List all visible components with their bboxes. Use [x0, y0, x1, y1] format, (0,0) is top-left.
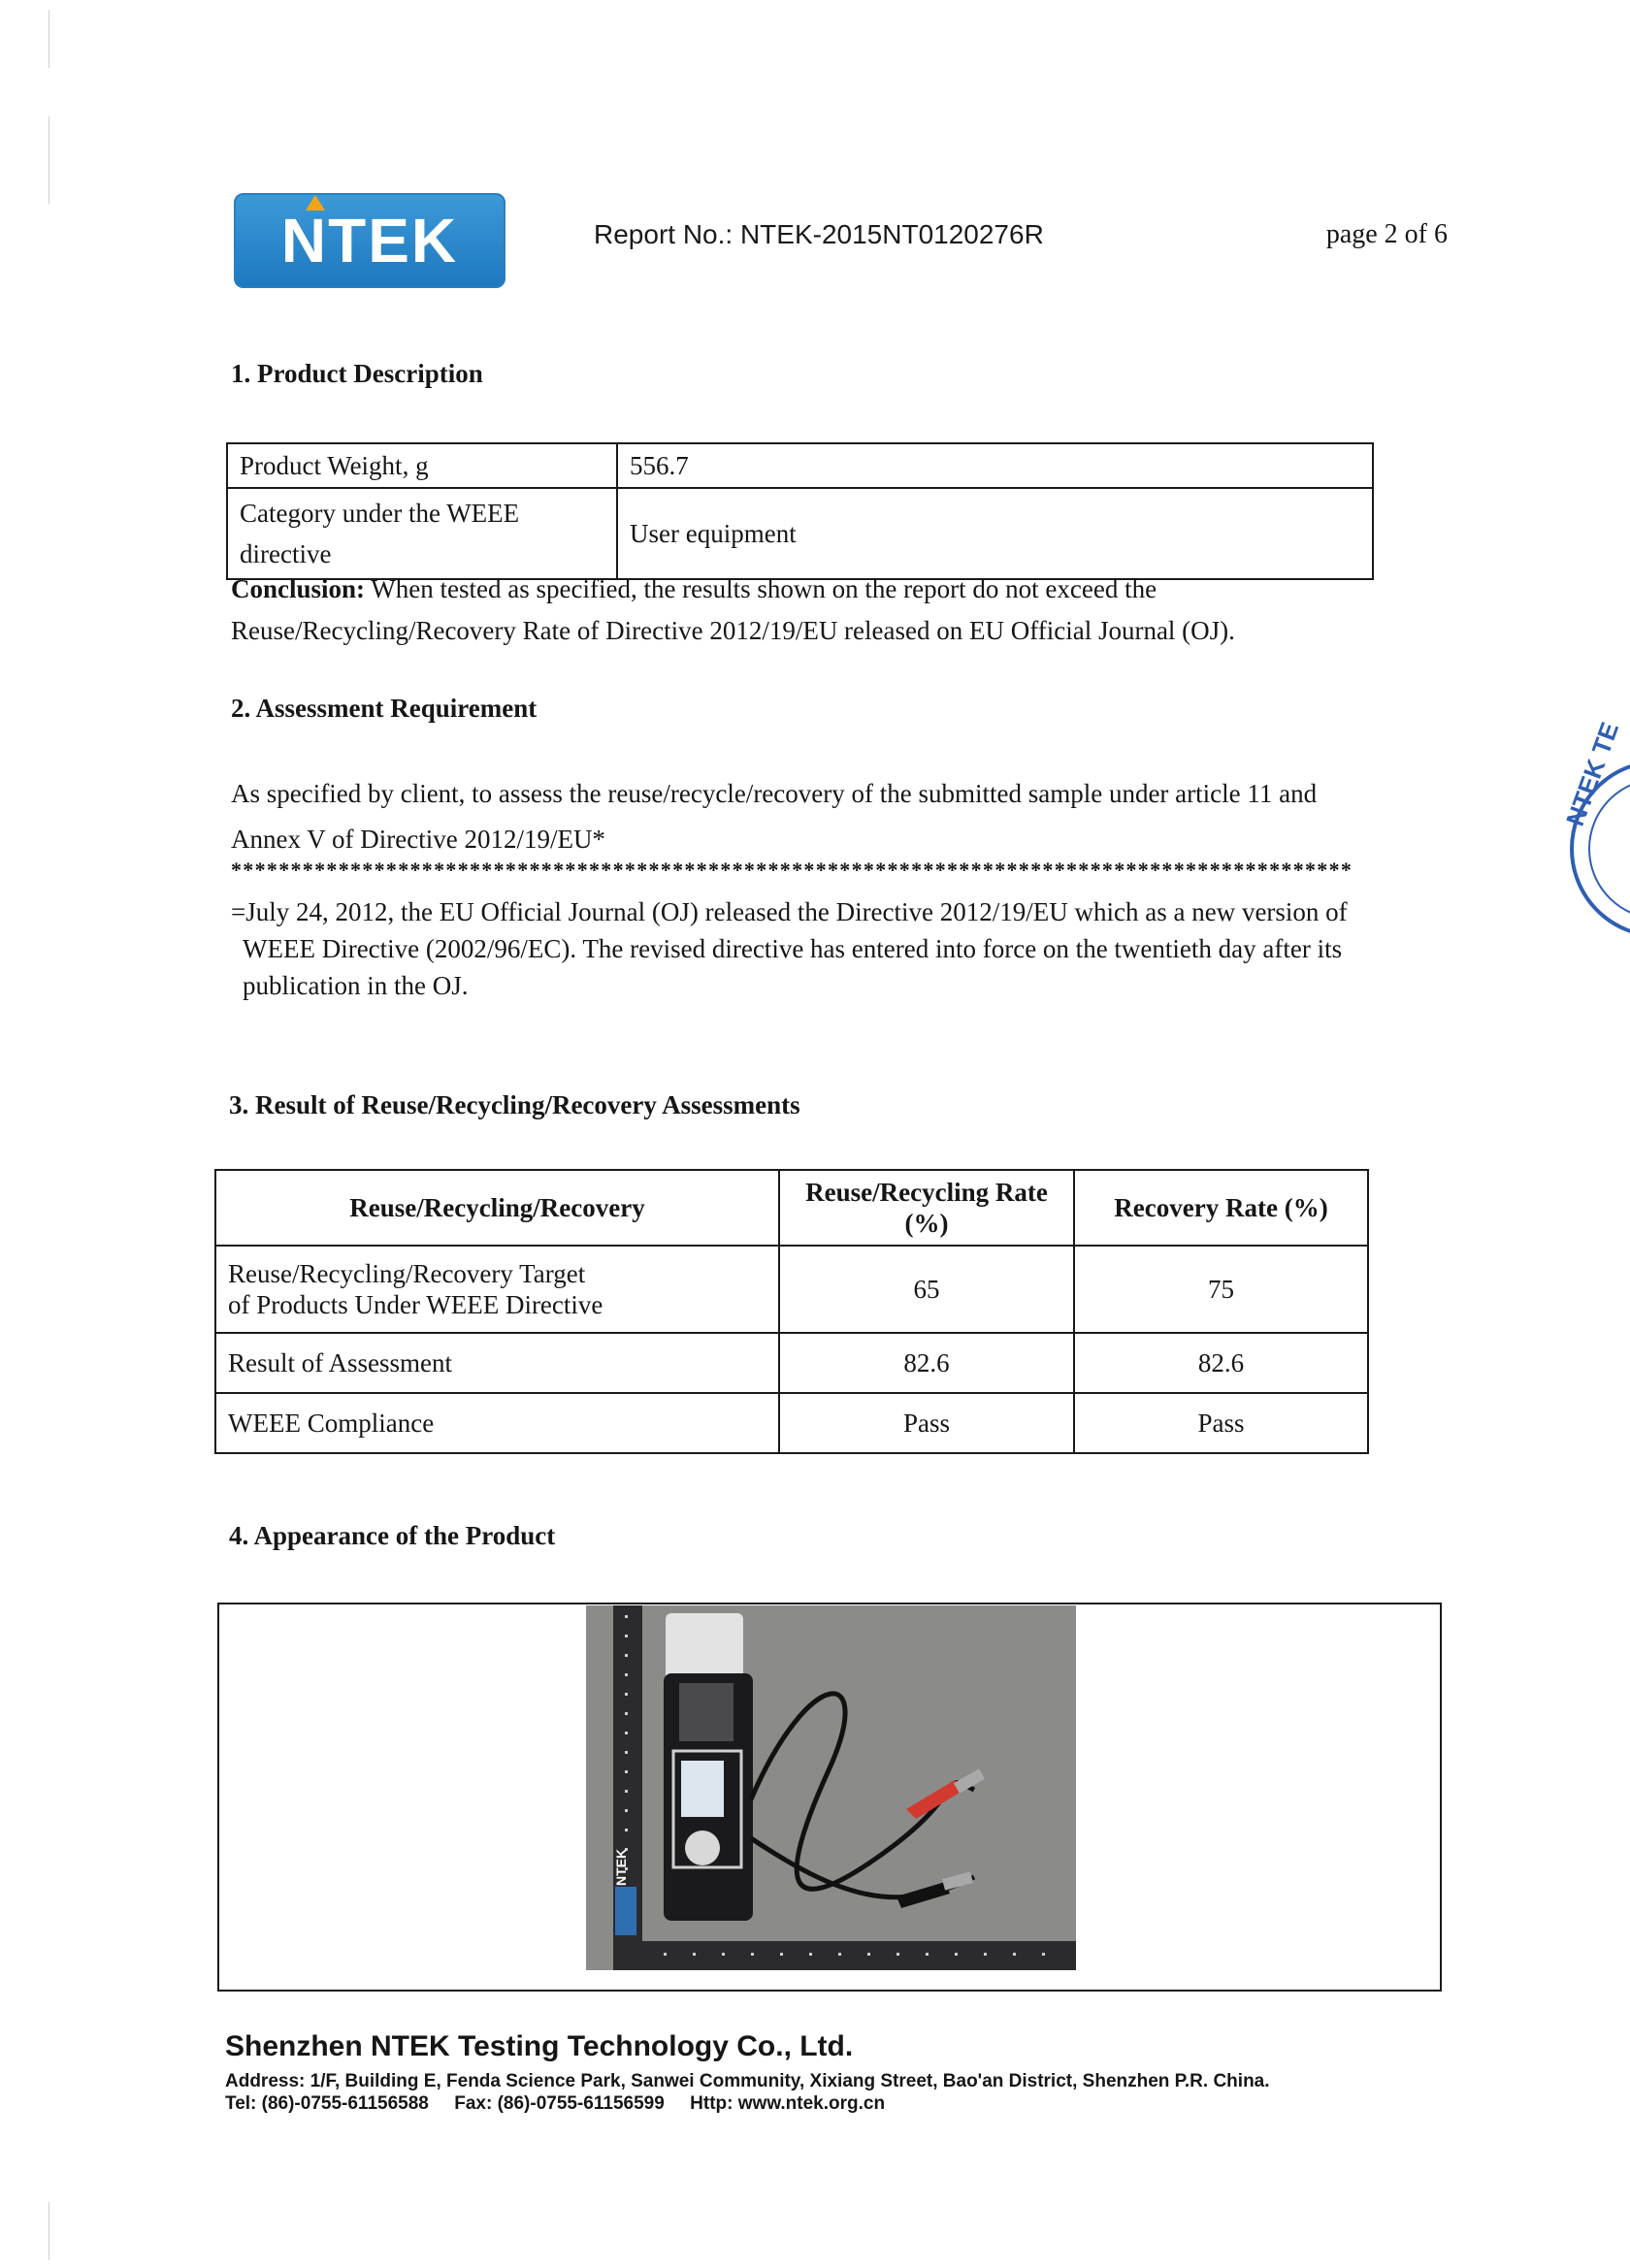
column-header: Reuse/Recycling Rate (%) — [779, 1170, 1074, 1246]
report-number: Report No.: NTEK-2015NT0120276R — [594, 219, 1044, 249]
ruler-text: NTEK — [613, 1848, 629, 1887]
page-number: page 2 of 6 — [1325, 219, 1448, 249]
row-label: Result of Assessment — [215, 1333, 779, 1393]
recovery-cell: 82.6 — [1074, 1333, 1368, 1393]
conclusion-label: Conclusion: — [231, 574, 366, 603]
table-cell-value: User equipment — [617, 488, 1373, 579]
conclusion-text: When tested as specified, the results shown on the report do not exceed the — [365, 574, 1157, 603]
rate-cell: 82.6 — [779, 1333, 1074, 1393]
logo-arrow-icon — [306, 195, 325, 211]
row-label — [215, 1246, 779, 1333]
ntek-stamp — [1552, 718, 1630, 946]
table-row — [227, 443, 1373, 488]
product-photo — [586, 1605, 1076, 1970]
requirement-line1: As specified by client, to assess the reuse/recycle/recovery of the submitted sample under article 11 and — [231, 779, 1318, 808]
recovery-cell: 75 — [1074, 1246, 1368, 1333]
table-row — [215, 1333, 1368, 1393]
table-row — [227, 488, 1373, 579]
row-label-line: of Products Under WEEE Directive — [228, 1290, 603, 1319]
section-title-appearance: 4. Appearance of the Product — [229, 1521, 556, 1550]
separator-stars: ********************************************************************************************** — [231, 858, 1353, 882]
section-title-product-description: 1. Product Description — [231, 359, 483, 388]
table-row — [215, 1393, 1368, 1453]
stamp-text: NTEK TE — [1560, 718, 1625, 830]
section-title-result: 3. Result of Reuse/Recycling/Recovery Assessments — [229, 1090, 800, 1119]
column-header: Reuse/Recycling/Recovery — [215, 1170, 779, 1246]
table-cell-value: 556.7 — [617, 443, 1373, 488]
product-photo-illustration — [586, 1605, 1076, 1970]
recovery-cell: Pass — [1074, 1393, 1368, 1453]
conclusion-text-line2: Reuse/Recycling/Recovery Rate of Directive 2012/19/EU released on EU Official Journal (OJ). — [231, 616, 1235, 645]
section-title-assessment-requirement: 2. Assessment Requirement — [231, 694, 538, 723]
table-cell-label: Product Weight, g — [227, 443, 617, 488]
logo-text: NTEK — [280, 206, 459, 275]
footer-contact: Tel: (86)-0755-61156588 Fax: (86)-0755-61156599 Http: www.ntek.org.cn — [225, 2093, 886, 2114]
rate-cell: Pass — [779, 1393, 1074, 1453]
ntek-logo — [234, 193, 505, 288]
row-label-line: Reuse/Recycling/Recovery Target — [228, 1259, 586, 1288]
assessment-result-table — [214, 1169, 1369, 1454]
footer-address: Address: 1/F, Building E, Fenda Science Park, Sanwei Community, Xixiang Street, Bao'an District, Shenzhen P.R. China. — [225, 2071, 1270, 2091]
product-description-table — [226, 442, 1374, 580]
note-line1: =July 24, 2012, the EU Official Journal (OJ) released the Directive 2012/19/EU which as a new version of — [231, 897, 1348, 926]
table-row — [215, 1246, 1368, 1333]
requirement-line2: Annex V of Directive 2012/19/EU* — [231, 825, 605, 854]
note-line3: publication in the OJ. — [243, 971, 469, 1000]
footer-company: Shenzhen NTEK Testing Technology Co., Ltd. — [225, 2030, 854, 2062]
table-cell-label: Category under the WEEE directive — [227, 488, 617, 579]
rate-cell: 65 — [779, 1246, 1074, 1333]
row-label: WEEE Compliance — [215, 1393, 779, 1453]
note-line2: WEEE Directive (2002/96/EC). The revised directive has entered into force on the twentieth day after its — [243, 934, 1343, 963]
table-header-row — [215, 1170, 1368, 1246]
column-header: Recovery Rate (%) — [1074, 1170, 1368, 1246]
conclusion — [231, 567, 1157, 610]
